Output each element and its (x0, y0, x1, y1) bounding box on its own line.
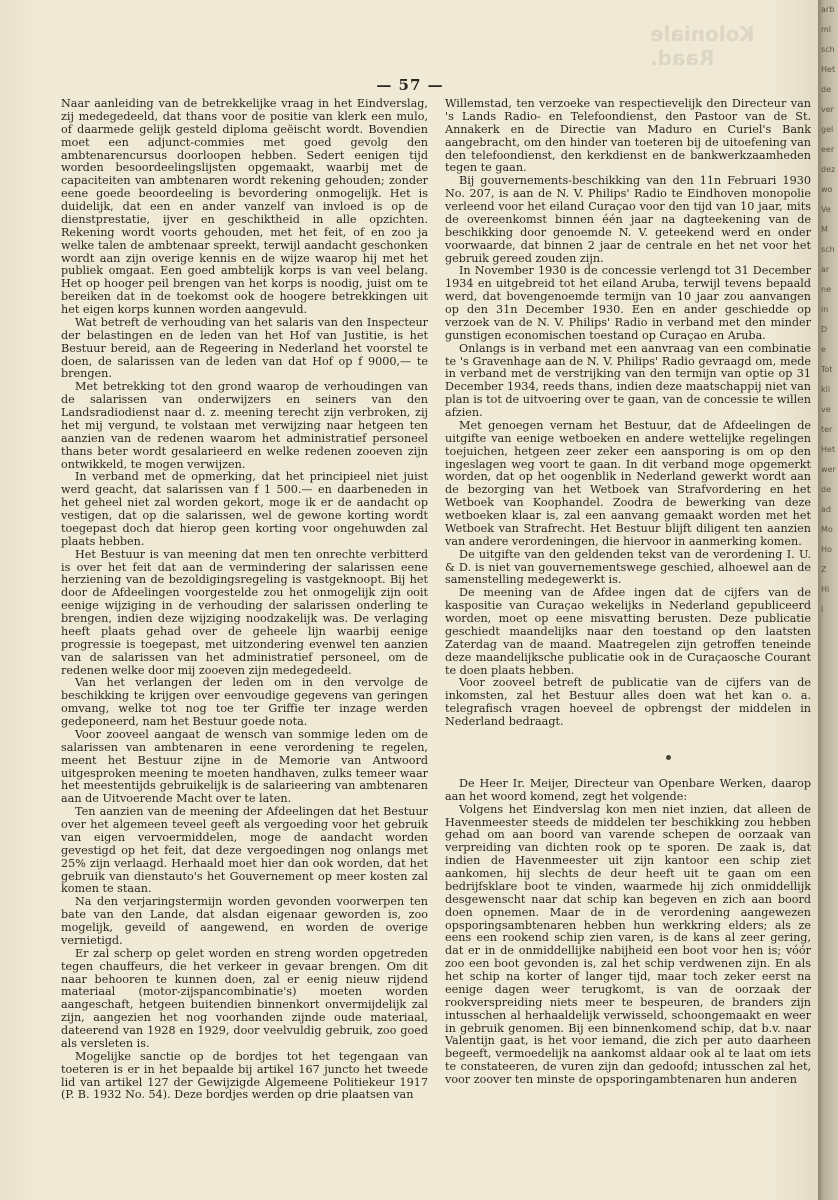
binding-fragment: ad (821, 505, 831, 514)
paragraph: Er zal scherp op gelet worden en streng worden opgetreden tegen chauffeurs, die het verkeer in gevaar brengen. Om dit naar behooren te kunnen doen, zal er eenig nieuw rijdend materiaal (motor-zijspancombinatie's) moeten worden aangeschaft, hetgeen buitendien binnenkort onvermijdelijk zal zijn, aangezien het nog voorhanden zijnde oude materiaal, dateerend van 1928 en 1929, door veelvuldig gebruik, zoo goed als versleten is. (61, 946, 428, 1050)
binding-fragment: Mo (821, 525, 833, 534)
binding-fragment: de (821, 85, 831, 94)
right-column (445, 98, 811, 1087)
paragraph: Voor zooveel aangaat de wensch van sommige leden om de salarissen van ambtenaren in eene verordening te regelen, meent het Bestuur zijne in de Memorie van Antwoord uitgesproken meening te moeten handhaven, zulks temeer waar het meestentijds gebruikelijk is de salarieering van ambtenaren aan de Uitvoerende Macht over te laten. (61, 727, 428, 806)
paragraph-continuation: Willemstad, ten verzoeke van respectievelijk den Directeur van 's Lands Radio- en Telefoondienst, den Pastoor van de St. Annakerk en de Directie van Maduro en Curiel's Bank aangebracht, om den hinder van toeteren bij de uitoefening van den telefoondienst, den kerkdienst en de bankwerkzaamheden tegen te gaan. (445, 97, 811, 175)
binding-fragment: ar (821, 265, 830, 274)
binding-fragment: sch (821, 45, 835, 54)
binding-fragment: Tot (821, 365, 833, 374)
book-binding-edge (818, 0, 838, 1200)
binding-fragment: Hi (821, 585, 830, 594)
binding-fragment: kli (821, 385, 831, 394)
paragraph: Wat betreft de verhouding van het salaris van den Inspecteur der belastingen en de leden van het Hof van Justitie, is het Bestuur bereid, aan de Regeering in Nederland het voorstel te doen, de salarissen van de leden van dat Hof op f 9000,— te brengen. (61, 315, 428, 381)
left-column (61, 98, 428, 1102)
binding-fragment: sch (821, 245, 835, 254)
binding-fragment: arb (821, 5, 835, 14)
paragraph: Onlangs is in verband met een aanvraag van een combinatie te 's Gravenhage aan de N. V. Philips' Radio gevraagd om, mede in verband met de verstrijking van den termijn van optie op 31 December 1934, reeds thans, indien deze maatschappij niet van plan is tot de uitvoering over te gaan, van de concessie te willen afzien. (445, 341, 811, 419)
binding-fragment: in (821, 305, 829, 314)
binding-fragment: Het (821, 445, 836, 454)
paragraph: De uitgifte van den geldenden tekst van de verordening I. U. & D. is niet van gouvernementswege geschied, alhoewel aan de samenstelling medegewerkt is. (445, 547, 811, 587)
binding-fragment: ve (821, 405, 831, 414)
section-separator-dot (666, 755, 671, 760)
binding-fragment: ver (821, 105, 834, 114)
paragraph: Volgens het Eindverslag kon men niet inzien, dat alleen de Havenmeester steeds de middelen ter beschikking zou hebben gehad om aan boord van varende schepen de oorzaak van verpreiding van dichten rook op te sporen. De zaak is, dat indien de Havenmeester uit zijn kantoor een schip ziet aankomen, hij slechts de deur heeft uit te gaan om een bedrijfsklare boot te vinden, waarmede hij zich onmiddellijk desgewenscht naar dat schip kan begeven en zich aan boord doen opnemen. Maar de in de verordening aangewezen opsporingsambtenaren hebben hun werkkring elders; als ze eens een rookend schip zien varen, is de kans al zeer gering, dat er in de onmiddellijke nabijheid een boot voor hen is; vóór zoo een boot gevonden is, zal het schip verdwenen zijn. En als het schip na korter of langer tijd, maar toch zeker eerst na eenige dagen weer terugkomt, is van de oorzaak der rookverspreiding niets meer te bespeuren, de branders zijn intusschen al herhaaldelijk verwisseld, schoongemaakt en weer in gebruik genomen. Bij een binnenkomend schip, dat b.v. naar Valentijn gaat, is het voor iemand, die zich per auto daarheen begeeft, vermoedelijk na aankomst aldaar ook al te laat om iets te constateeren, de vuren zijn dan gedoofd; intusschen zal het, voor zoover ten minste de opsporingambtenaren hun anderen (445, 802, 811, 1086)
binding-fragment: Ve (821, 205, 831, 214)
paragraph: Bij gouvernements-beschikking van den 11n Februari 1930 No. 207, is aan de N. V. Philips' Radio te Eindhoven monopolie verleend voor het eiland Curaçao voor den tijd van 10 jaar, mits de overeenkomst binnen één jaar na dagteekening van de beschikking door genoemde N. V. geteekend werd en onder voorwaarde, dat binnen 2 jaar de centrale en het net voor het gebruik gereed zouden zijn. (445, 174, 811, 265)
binding-fragment: Z (821, 565, 827, 574)
paragraph: Ten aanzien van de meening der Afdeelingen dat het Bestuur over het algemeen teveel geeft als vergoeding voor het gebruik van eigen vervoermiddelen, moge de aandacht worden gevestigd op het feit, dat deze vergoedingen nog onlangs met 25% zijn verlaagd. Herhaald moet hier dan ook worden, dat het gebruik van dienstauto's het Gouvernement op meer kosten zal komen te staan. (61, 805, 428, 896)
paragraph: Met genoegen vernam het Bestuur, dat de Afdeelingen de uitgifte van eenige wetboeken en andere wettelijke regelingen toejuichen, hetgeen zeer zeker een aansporing is om op den ingeslagen weg voort te gaan. In dit verband moge opgemerkt worden, dat op het oogenblik in Nederland gewerkt wordt aan de bezorging van het Wetboek van Strafvordering en het Wetboek van Koophandel. Zoodra de bewerking van deze wetboeken klaar is, zal een aanvang gemaakt worden met het Wetboek van Strafrecht. Het Bestuur blijft diligent ten aanzien van andere verordeningen, die hiervoor in aanmerking komen. (445, 418, 811, 548)
binding-fragment: Het (821, 65, 836, 74)
speaker-intro: De Heer Ir. Meijer, Directeur van Openbare Werken, daarop aan het woord komend, zegt het volgende: (445, 776, 811, 803)
paragraph: Naar aanleiding van de betrekkelijke vraag in het Eindverslag, zij medegedeeld, dat thans voor de positie van klerk een mulo, of daarmede gelijk gesteld diploma geëischt wordt. Bovendien moet een adjunct-commies met goed gevolg den ambtenarencursus doorloopen hebben. Sedert eenigen tijd worden besoordeelingslijsten opgemaakt, waarbij met de capaciteiten van ambtenaren wordt rekening gehouden; zonder eene goede beoordeeling is bevordering onmogelijk. Het is duidelijk, dat een en ander vanzelf van invloed is op de dienstprestatie, ijver en geschiktheid in alle opzichten. Rekening wordt voorts gehouden, met het feit, of en zoo ja welke talen de ambtenaar spreekt, terwijl aandacht geschonken wordt aan zijn overige kennis en de wijze waarop hij met het publiek omgaat. Een goed ambtelijk korps is van veel belang. Het op hooger peil brengen van het korps is noodig, juist om te bereiken dat in de toekomst ook de hoogere betrekkingen uit het eigen korps kunnen worden aangevuld. (61, 97, 428, 316)
binding-fragment: eer (821, 145, 835, 154)
binding-fragment: Ho (821, 545, 832, 554)
page-number: — 57 — (376, 76, 444, 94)
binding-fragment: ml (821, 25, 832, 34)
binding-fragment: dez (821, 165, 836, 174)
binding-fragment: e (821, 345, 826, 354)
paragraph: Het Bestuur is van meening dat men ten onrechte verbitterd is over het feit dat aan de vermindering der salarissen eene herziening van de bezoldigingsregeling is vastgeknoopt. Bij het door de Afdeelingen voorgestelde zou het onmogelijk zijn ooit eenige wijziging in de verhouding der salarissen onderling te brengen, indien deze wijziging noodzakelijk was. De verlaging heeft plaats gehad over de geheele lijn waarbij eenige progressie is toegepast, met uitzondering evenwel ten aanzien van de salarissen van het administratief personeel, om de redenen welke door mij zooeven zijn medegedeeld. (61, 547, 428, 677)
binding-fragment: gel (821, 125, 834, 134)
binding-fragment: M (821, 225, 828, 234)
binding-fragment: ne (821, 285, 831, 294)
bleed-through-heading: Koloniale Raad. (650, 22, 755, 70)
binding-fragment: wer (821, 465, 836, 474)
paragraph: Na den verjaringstermijn worden gevonden voorwerpen ten bate van den Lande, dat alsdan eigenaar geworden is, zoo mogelijk, geveild of aangewend, en worden de overige vernietigd. (61, 895, 428, 947)
paragraph: Van het verlangen der leden om in den vervolge de beschikking te krijgen over eenvoudige gegevens van geringen omvang, welke tot nog toe ter Griffie ter inzage werden gedeponeerd, nam het Bestuur goede nota. (61, 676, 428, 728)
binding-fragment: l (821, 605, 824, 614)
paragraph: Met betrekking tot den grond waarop de verhoudingen van de salarissen van onderwijzers en seiners van den Landsradiodienst naar d. z. meening terecht zijn verbroken, zij het mij vergund, te volstaan met verwijzing naar hetgeen ten aanzien van de redenen waarom het administratief personeel thans beter wordt gesalarieerd en welke redenen zooeven zijn ontwikkeld, te mogen verwijzen. (61, 380, 428, 471)
binding-fragment: de (821, 485, 831, 494)
paragraph: De meening van de Afdee ingen dat de cijfers van de kaspositie van Curaçao wekelijks in Nederland gepubliceerd worden, moet op eene misvatting berusten. Deze publicatie geschiedt maandelijks naar den toestand op den laatsten Zaterdag van de maand. Maatregelen zijn getroffen teneinde deze maandelijksche publicatie ook in de Curaçaosche Courant te doen plaats hebben. (445, 586, 811, 677)
paragraph: Voor zooveel betreft de publicatie van de cijfers van de inkomsten, zal het Bestuur alles doen wat het kan o. a. telegrafisch vragen hoeveel de opbrengst der middelen in Nederland bedraagt. (445, 676, 811, 728)
binding-fragment: wo (821, 185, 833, 194)
binding-fragment: ter (821, 425, 833, 434)
paragraph: Mogelijke sanctie op de bordjes tot het tegengaan van toeteren is er in het bepaalde bij artikel 167 juncto het tweede lid van artikel 127 der Gewijzigde Algemeene Politiekeur 1917 (P. B. 1932 No. 54). Deze bordjes werden op drie plaatsen van (61, 1049, 428, 1102)
paragraph: In verband met de opmerking, dat het principieel niet juist werd geacht, dat salarissen van f 1 500.— en daarbeneden in het geheel niet zal worden gekort, moge ik er de aandacht op vestigen, dat op die salarissen, wel de gewone korting wordt toegepast doch dat hierop geen korting voor ongehuwden zal plaats hebben. (61, 470, 428, 548)
binding-fragment: D (821, 325, 828, 334)
paragraph: In November 1930 is de concessie verlengd tot 31 December 1934 en uitgebreid tot het eiland Aruba, terwijl tevens bepaald werd, dat bovengenoemde termijn van 10 jaar zou aanvangen op den 31n December 1930. Een en ander geschiedde op verzoek van de N. V. Philips' Radio in verband met den minder gunstigen economischen toestand op Curaçao en Aruba. (445, 264, 811, 342)
